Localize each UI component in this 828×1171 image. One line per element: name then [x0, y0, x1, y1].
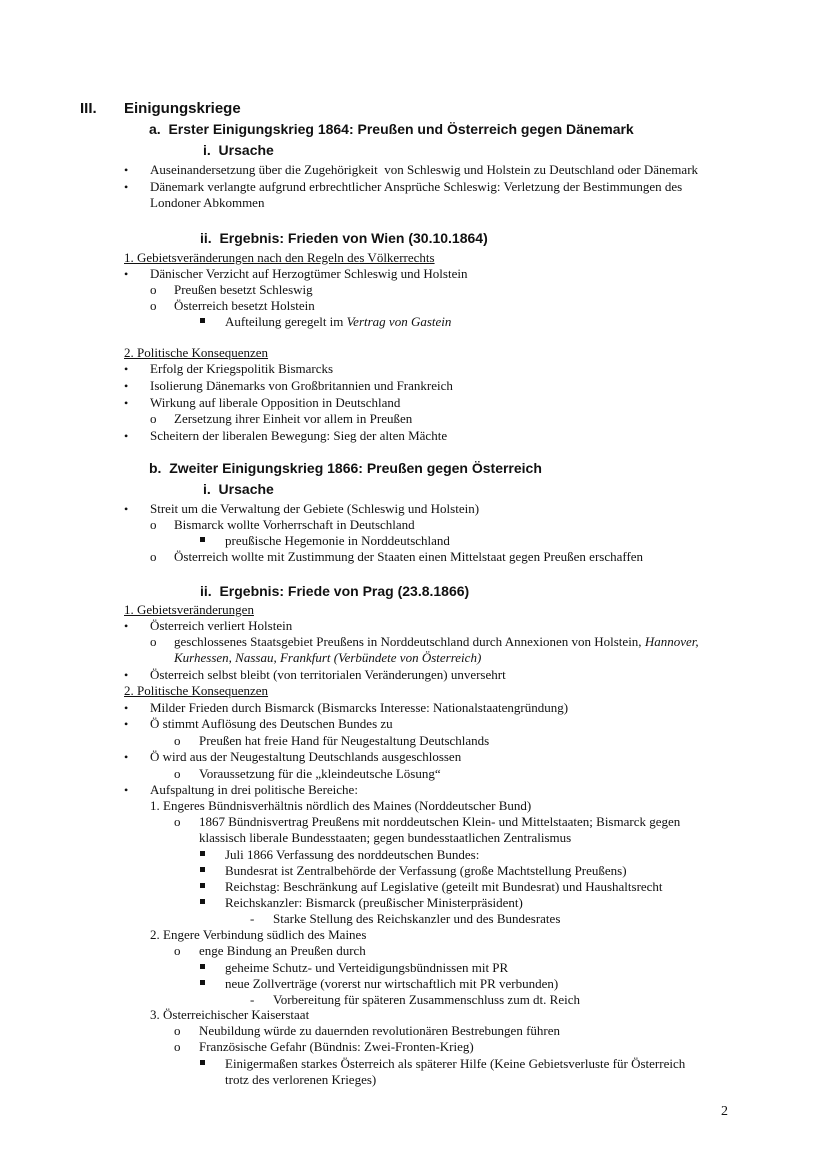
- bullet-icon: •: [124, 750, 129, 764]
- list-item: Bundesrat ist Zentralbehörde der Verfassung (große Machtstellung Preußens): [225, 863, 627, 878]
- list-item: Streit um die Verwaltung der Gebiete (Schleswig und Holstein): [150, 501, 480, 516]
- list-item: Reichskanzler: Bismarck (preußischer Ministerpräsident): [225, 895, 523, 910]
- subsection-a-i-title: i. Ursache: [203, 142, 274, 158]
- square-bullet-icon: [200, 883, 205, 888]
- subsection-b-ii-title: ii. Ergebnis: Friede von Prag (23.8.1866): [200, 583, 470, 599]
- bullet-icon: •: [124, 267, 129, 281]
- square-bullet-icon: [200, 851, 205, 856]
- list-item: neue Zollverträge (vorerst nur wirtschaftlich mit PR verbunden): [225, 976, 559, 991]
- square-bullet-icon: [200, 899, 205, 904]
- subheading: 2. Politische Konsequenzen: [124, 345, 269, 360]
- list-item: Isolierung Dänemarks von Großbritannien und Frankreich: [150, 378, 453, 393]
- circle-bullet-icon: o: [174, 814, 181, 829]
- list-item: geheime Schutz- und Verteidigungsbündnissen mit PR: [225, 960, 509, 975]
- list-item: preußische Hegemonie in Norddeutschland: [225, 533, 450, 548]
- list-item: Wirkung auf liberale Opposition in Deutschland: [150, 395, 401, 410]
- list-item: Aufteilung geregelt im Vertrag von Gastein: [225, 314, 452, 329]
- subheading: 2. Politische Konsequenzen: [124, 683, 269, 698]
- list-item: Scheitern der liberalen Bewegung: Sieg der alten Mächte: [150, 428, 448, 443]
- subsection-b-i-title: i. Ursache: [203, 481, 274, 497]
- bullet-icon: •: [124, 668, 129, 682]
- bullet-icon: •: [124, 362, 129, 376]
- circle-bullet-icon: o: [150, 634, 157, 649]
- square-bullet-icon: [200, 1060, 205, 1065]
- list-item: Milder Frieden durch Bismarck (Bismarcks Interesse: Nationalstaatengründung): [150, 700, 569, 715]
- section-number: III.: [80, 100, 97, 117]
- square-bullet-icon: [200, 980, 205, 985]
- circle-bullet-icon: o: [150, 517, 157, 532]
- bullet-icon: •: [124, 396, 129, 410]
- list-item: Österreich verliert Holstein: [150, 618, 293, 633]
- bullet-icon: •: [124, 379, 129, 393]
- subsection-a-title: a. Erster Einigungskrieg 1864: Preußen und Österreich gegen Dänemark: [149, 121, 634, 137]
- bullet-icon: •: [124, 180, 129, 194]
- list-item: Einigermaßen starkes Österreich als späterer Hilfe (Keine Gebietsverluste für Österreich: [225, 1056, 686, 1071]
- list-item: Aufspaltung in drei politische Bereiche:: [150, 782, 358, 797]
- square-bullet-icon: [200, 537, 205, 542]
- subsection-b-title: b. Zweiter Einigungskrieg 1866: Preußen gegen Österreich: [149, 460, 542, 476]
- subheading: 1. Gebietsveränderungen: [124, 602, 254, 617]
- page-number: 2: [721, 1104, 728, 1119]
- bullet-icon: •: [124, 717, 129, 731]
- list-item: Neubildung würde zu dauernden revolutionären Bestrebungen führen: [199, 1023, 560, 1038]
- list-item: Dänemark verlangte aufgrund erbrechtlicher Ansprüche Schleswig: Verletzung der Bestimmungen des: [150, 179, 683, 194]
- list-item: Voraussetzung für die „kleindeutsche Lösung“: [199, 766, 441, 781]
- circle-bullet-icon: o: [174, 1023, 181, 1038]
- list-item: Bismarck wollte Vorherrschaft in Deutschland: [174, 517, 415, 532]
- bullet-icon: •: [124, 619, 129, 633]
- bullet-icon: •: [124, 783, 129, 797]
- list-item: Juli 1866 Verfassung des norddeutschen Bundes:: [225, 847, 480, 862]
- subsection-a-ii-title: ii. Ergebnis: Frieden von Wien (30.10.1864): [200, 230, 488, 246]
- list-item: Zersetzung ihrer Einheit vor allem in Preußen: [174, 411, 413, 426]
- dash-bullet-icon: -: [250, 992, 255, 1007]
- list-item: Österreich besetzt Holstein: [174, 298, 315, 313]
- list-item: Österreich selbst bleibt (von territorialen Veränderungen) unversehrt: [150, 667, 506, 682]
- list-item: Dänischer Verzicht auf Herzogtümer Schleswig und Holstein: [150, 266, 468, 281]
- numbered-item: 1. Engeres Bündnisverhältnis nördlich des Maines (Norddeutscher Bund): [150, 798, 532, 813]
- list-item: Reichstag: Beschränkung auf Legislative (geteilt mit Bundesrat) und Haushaltsrecht: [225, 879, 663, 894]
- numbered-item: 3. Österreichischer Kaiserstaat: [150, 1007, 310, 1022]
- list-item: Französische Gefahr (Bündnis: Zwei-Fronten-Krieg): [199, 1039, 474, 1054]
- list-item: 1867 Bündnisvertrag Preußens mit norddeutschen Klein- und Mittelstaaten; Bismarck gegen: [199, 814, 681, 829]
- square-bullet-icon: [200, 318, 205, 323]
- square-bullet-icon: [200, 867, 205, 872]
- list-item: Auseinandersetzung über die Zugehörigkeit von Schleswig und Holstein zu Deutschland oder Dänemark: [150, 162, 699, 177]
- circle-bullet-icon: o: [174, 943, 181, 958]
- list-item: geschlossenes Staatsgebiet Preußens in Norddeutschland durch Annexionen von Holstein, Hannover,: [174, 634, 699, 649]
- circle-bullet-icon: o: [150, 549, 157, 564]
- list-item-continuation: trotz des verlorenen Krieges): [225, 1072, 377, 1087]
- bullet-icon: •: [124, 429, 129, 443]
- circle-bullet-icon: o: [174, 733, 181, 748]
- circle-bullet-icon: o: [174, 1039, 181, 1054]
- list-item-continuation: Londoner Abkommen: [150, 195, 265, 210]
- bullet-icon: •: [124, 701, 129, 715]
- square-bullet-icon: [200, 964, 205, 969]
- numbered-item: 2. Engere Verbindung südlich des Maines: [150, 927, 367, 942]
- list-item: Österreich wollte mit Zustimmung der Staaten einen Mittelstaat gegen Preußen erschaffen: [174, 549, 644, 564]
- list-item: Erfolg der Kriegspolitik Bismarcks: [150, 361, 334, 376]
- bullet-icon: •: [124, 163, 129, 177]
- list-item: Ö wird aus der Neugestaltung Deutschlands ausgeschlossen: [150, 749, 462, 764]
- circle-bullet-icon: o: [150, 411, 157, 426]
- list-item: Ö stimmt Auflösung des Deutschen Bundes zu: [150, 716, 393, 731]
- bullet-icon: •: [124, 502, 129, 516]
- circle-bullet-icon: o: [150, 282, 157, 297]
- circle-bullet-icon: o: [150, 298, 157, 313]
- list-item: Vorbereitung für späteren Zusammenschluss zum dt. Reich: [273, 992, 580, 1007]
- list-item: Starke Stellung des Reichskanzler und des Bundesrates: [273, 911, 561, 926]
- list-item: Preußen hat freie Hand für Neugestaltung Deutschlands: [199, 733, 490, 748]
- section-title: Einigungskriege: [124, 100, 241, 117]
- list-item: Preußen besetzt Schleswig: [174, 282, 313, 297]
- list-item-continuation: Kurhessen, Nassau, Frankfurt (Verbündete von Österreich): [174, 650, 482, 665]
- list-item: enge Bindung an Preußen durch: [199, 943, 366, 958]
- circle-bullet-icon: o: [174, 766, 181, 781]
- dash-bullet-icon: -: [250, 911, 255, 926]
- subheading: 1. Gebietsveränderungen nach den Regeln des Völkerrechts: [124, 250, 435, 265]
- list-item-continuation: klassisch liberale Bundesstaaten; gegen bundesstaatlichen Zentralismus: [199, 830, 572, 845]
